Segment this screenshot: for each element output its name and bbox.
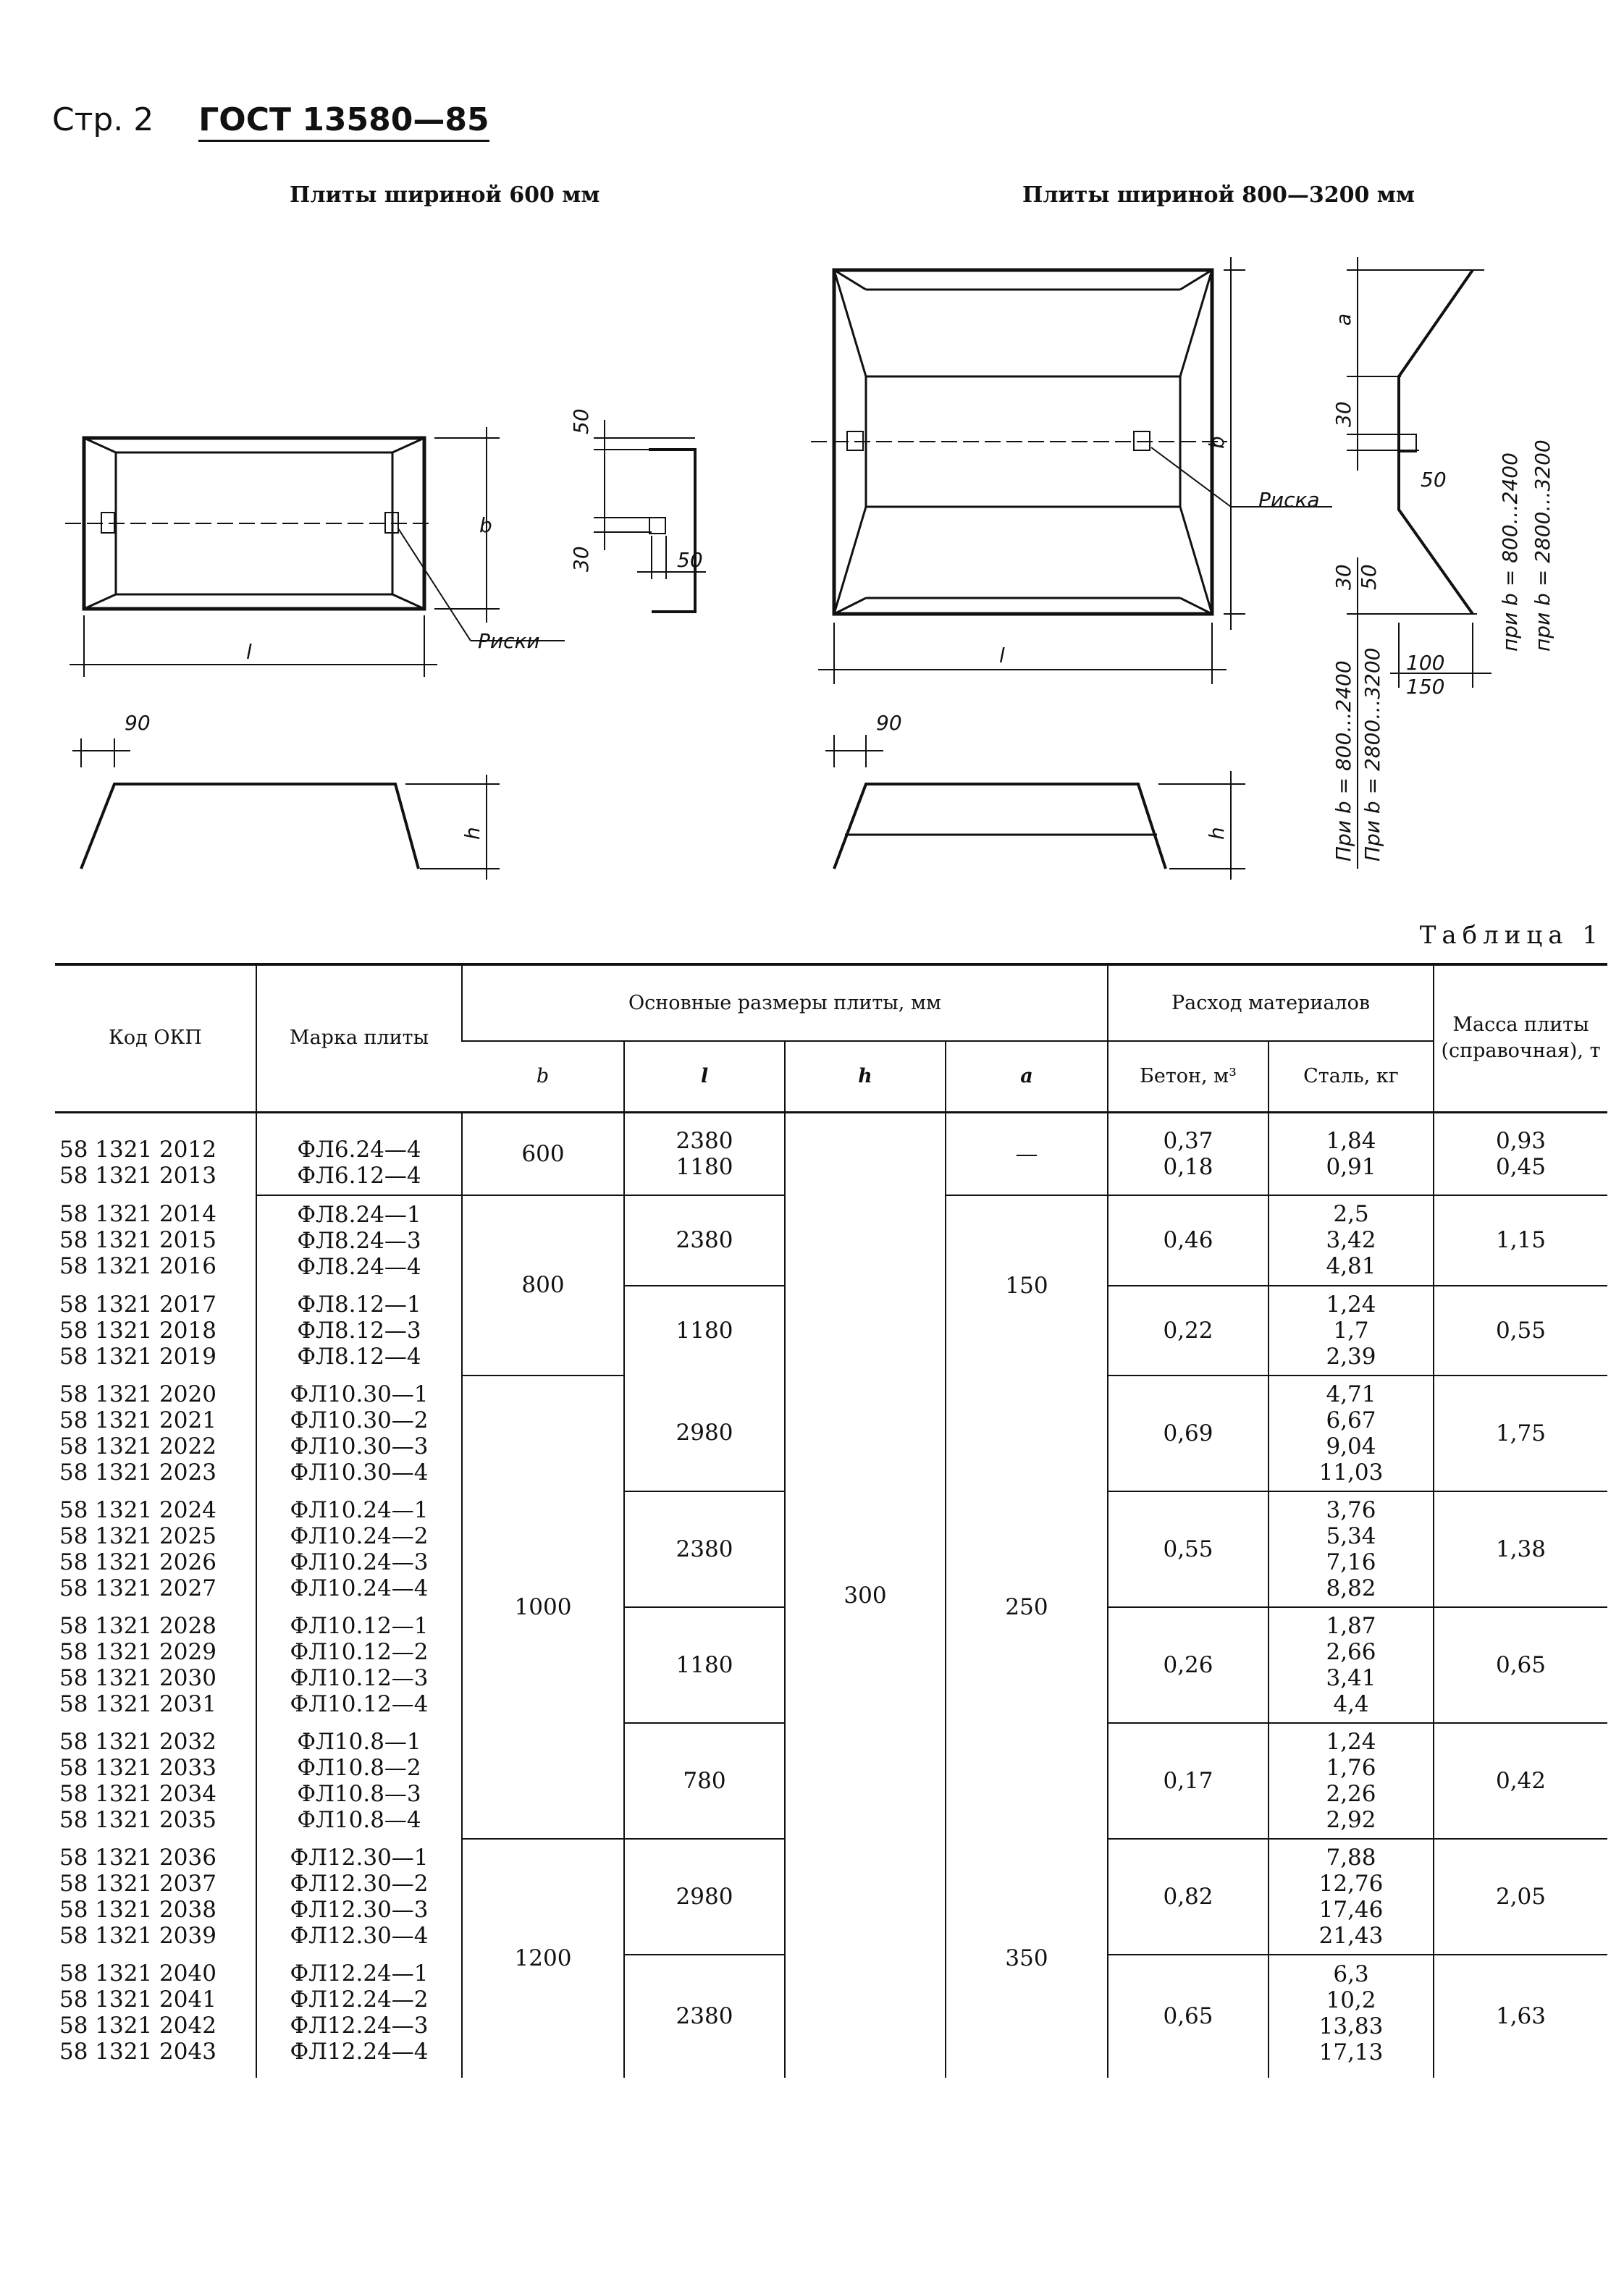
- table-row: 58 1321 2028 58 1321 2029 58 1321 2030 58 1321 2031 ФЛ10.12—1 ФЛ10.12—2 ФЛ10.12—3 ФЛ10.12—4 1180 0,26 1,87 2,66 3,41 4,4 0,65: [55, 1607, 1607, 1723]
- dim-50-right: 50: [1421, 468, 1447, 492]
- dim-90-left: 90: [125, 711, 151, 735]
- b-range-1: при b = 800…2400: [1498, 452, 1522, 652]
- dim-50-top-left: 50: [569, 408, 593, 434]
- risk-label-right: Риска: [1258, 488, 1320, 512]
- col-code: Код ОКП: [55, 964, 256, 1112]
- col-h: h: [785, 1041, 946, 1112]
- b-range-2: при b = 2800…3200: [1531, 439, 1554, 652]
- dim-50-right-bottom: 50: [1357, 564, 1381, 590]
- col-dims: Основные размеры плиты, мм: [462, 964, 1108, 1041]
- dim-30-right-top: 30: [1331, 401, 1355, 427]
- right-figure-title: Плиты шириной 800—3200 мм: [1022, 182, 1415, 208]
- dim-l-left: l: [246, 640, 252, 664]
- dim-150-right: 150: [1406, 675, 1445, 699]
- dim-h-left: h: [460, 827, 484, 840]
- plate-600-elevation: [72, 738, 500, 880]
- plate-800-3200-plan: [811, 257, 1332, 684]
- dim-30-right: 30: [1331, 564, 1355, 590]
- plates-table: [55, 963, 1607, 2078]
- table-row: 58 1321 2036 58 1321 2037 58 1321 2038 58 1321 2039 ФЛ12.30—1 ФЛ12.30—2 ФЛ12.30—3 ФЛ12.30—4 1200 2980 350 0,82 7,88 12,76 17,46 21,43 2,05: [55, 1839, 1607, 1955]
- b-range-caption-2: При b = 2800…3200: [1360, 647, 1384, 862]
- col-concrete: Бетон, м³: [1108, 1041, 1269, 1112]
- col-mark: Марка плиты: [256, 964, 462, 1112]
- technical-drawings: [0, 0, 1624, 919]
- table-row: 58 1321 2032 58 1321 2033 58 1321 2034 58 1321 2035 ФЛ10.8—1 ФЛ10.8—2 ФЛ10.8—3 ФЛ10.8—4 780 0,17 1,24 1,76 2,26 2,92 0,42: [55, 1723, 1607, 1839]
- risk-label-left: Риски: [478, 629, 540, 653]
- table-row: 58 1321 2017 58 1321 2018 58 1321 2019 ФЛ8.12—1 ФЛ8.12—3 ФЛ8.12—4 1180 0,22 1,24 1,7 2,39 0,55: [55, 1286, 1607, 1376]
- dim-100-right: 100: [1406, 651, 1445, 675]
- col-l: l: [624, 1041, 785, 1112]
- dim-b-left: b: [479, 513, 492, 537]
- col-materials: Расход материалов: [1108, 964, 1434, 1041]
- table-row: 58 1321 2014 58 1321 2015 58 1321 2016 ФЛ8.24—1 ФЛ8.24—3 ФЛ8.24—4 800 2380 150 0,46 2,5 3,42 4,81 1,15: [55, 1195, 1607, 1286]
- dim-h-right: h: [1205, 827, 1229, 840]
- plate-600-profile: [594, 420, 706, 612]
- table-row: 58 1321 2040 58 1321 2041 58 1321 2042 58 1321 2043 ФЛ12.24—1 ФЛ12.24—2 ФЛ12.24—3 ФЛ12.24—4 2380 0,65 6,3 10,2 13,83 17,13 1,63: [55, 1955, 1607, 2078]
- col-steel: Сталь, кг: [1269, 1041, 1434, 1112]
- table-caption: Таблица 1: [1419, 921, 1604, 950]
- dim-l-right: l: [999, 644, 1005, 667]
- standard-number: ГОСТ 13580—85: [198, 101, 489, 142]
- dim-a-right: a: [1331, 313, 1355, 326]
- table-row: 58 1321 2024 58 1321 2025 58 1321 2026 58 1321 2027 ФЛ10.24—1 ФЛ10.24—2 ФЛ10.24—3 ФЛ10.24—4 2380 0,55 3,76 5,34 7,16 8,82 1,38: [55, 1491, 1607, 1607]
- dim-50-left: 50: [677, 548, 703, 572]
- page-number: Стр. 2: [52, 101, 154, 138]
- col-a: a: [946, 1041, 1108, 1112]
- dim-90-right: 90: [876, 711, 902, 735]
- table-row: 58 1321 2020 58 1321 2021 58 1321 2022 58 1321 2023 ФЛ10.30—1 ФЛ10.30—2 ФЛ10.30—3 ФЛ10.30—4 1000 2980 250 0,69 4,71 6,67 9,04 11,03 1,75: [55, 1376, 1607, 1491]
- b-range-caption-1: При b = 800…2400: [1331, 660, 1355, 862]
- col-mass: Масса плиты (справочная), т: [1434, 964, 1607, 1112]
- left-figure-title: Плиты шириной 600 мм: [290, 182, 600, 208]
- table-row: 58 1321 2012 58 1321 2013 ФЛ6.24—4 ФЛ6.12—4 600 2380 1180 300 — 0,37 0,18 1,84 0,91 0,93 0,45: [55, 1112, 1607, 1195]
- plate-800-3200-elevation: [825, 735, 1245, 880]
- col-b: b: [462, 1041, 624, 1112]
- dim-30-left: 30: [569, 546, 593, 572]
- dim-b-right: b: [1205, 436, 1229, 449]
